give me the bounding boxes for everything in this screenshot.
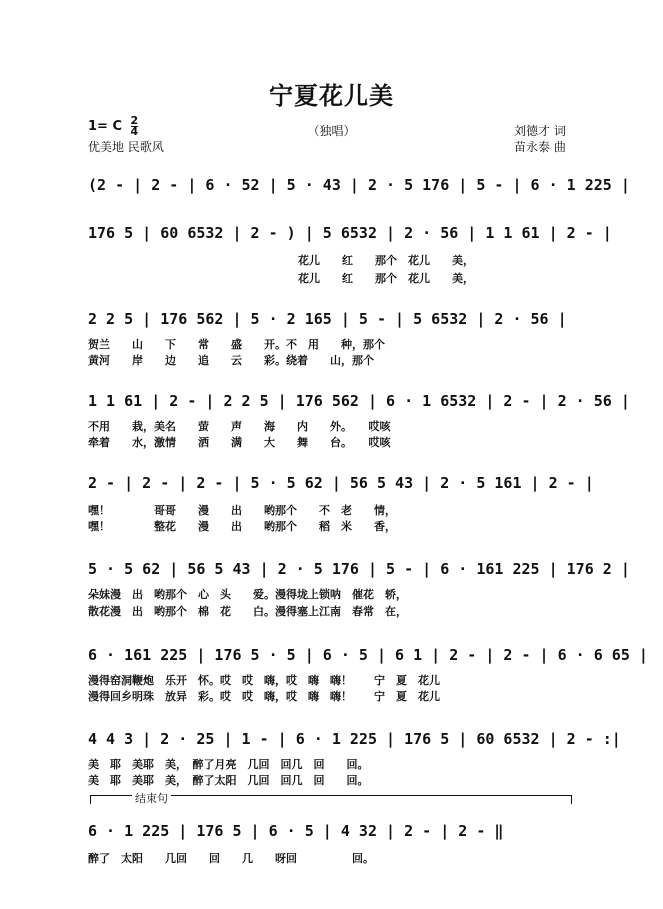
lyric-row-4-verse-2: 牵着 水，激情 洒 满 大 舞 台。 哎咳	[88, 436, 391, 449]
lyric-row-2-verse-2: 花儿 红 那个 花儿 美，	[298, 272, 474, 285]
lyric-row-4-verse-1: 不用 栽，美名 萤 声 海 内 外。 哎咳	[88, 420, 391, 433]
subtitle: （独唱）	[307, 124, 356, 138]
lyric-row-9-verse-1: 醉了 太阳 几回 回 几 呀回 回。	[88, 852, 374, 865]
notation-row-4: 1 1 61 | 2 - | 2 2 5 | 176 562 | 6 · 1 6532 | 2 - | 2 · 56 |	[88, 392, 630, 410]
notation-row-6: 5 · 5 62 | 56 5 43 | 2 · 5 176 | 5 - | 6 · 161 225 | 176 2 |	[88, 560, 630, 578]
lyric-row-8-verse-1: 美 耶 美耶 美， 醉了月亮 几回 回几 回 回。	[88, 758, 369, 771]
notation-row-1: (2 - | 2 - | 6 · 52 | 5 · 43 | 2 · 5 176 | 5 - | 6 · 1 225 |	[88, 176, 630, 194]
lyric-row-6-verse-1: 朵妹漫 出 哟那个 心 头 爱。漫得垅上锁呐 催花 轿，	[88, 588, 407, 601]
notation-row-8: 4 4 3 | 2 · 25 | 1 - | 6 · 1 225 | 176 5 | 60 6532 | 2 - :|	[88, 730, 621, 748]
lyric-row-2-verse-1: 花儿 红 那个 花儿 美，	[298, 254, 474, 267]
lyric-row-7-verse-2: 漫得回乡明珠 放异 彩。哎 哎 嗨，哎 嗨 嗨！ 宁 夏 花儿	[88, 690, 440, 703]
lyric-row-7-verse-1: 漫得窑洞鞭炮 乐开 怀。哎 哎 嗨，哎 嗨 嗨！ 宁 夏 花儿	[88, 674, 440, 687]
page-title: 宁夏花儿美	[269, 82, 394, 110]
performance-style: 优美地 民歌风	[88, 140, 164, 154]
lyricist-credit: 刘德才 词	[514, 124, 566, 138]
notation-row-7: 6 · 161 225 | 176 5 · 5 | 6 · 5 | 6 1 | 2 - | 2 - | 6 · 6 65 |	[88, 646, 648, 664]
notation-row-3: 2 2 5 | 176 562 | 5 · 2 165 | 5 - | 5 6532 | 2 · 56 |	[88, 310, 567, 328]
time-top: 2	[130, 114, 139, 127]
time-bottom: 4	[130, 125, 139, 138]
key-signature	[88, 116, 138, 137]
lyric-row-8-verse-2: 美 耶 美耶 美， 醉了太阳 几回 回几 回 回。	[88, 774, 369, 787]
lyric-row-5-verse-2: 嘿！ 整花 漫 出 哟那个 稻 米 香，	[88, 520, 396, 533]
key-label: 1= C	[88, 119, 123, 134]
notation-row-2: 176 5 | 60 6532 | 2 - ) | 5 6532 | 2 · 56 | 1 1 61 | 2 - |	[88, 224, 612, 242]
time-signature	[131, 116, 139, 137]
notation-row-9: 6 · 1 225 | 176 5 | 6 · 5 | 4 32 | 2 - | 2 - ‖	[88, 822, 504, 840]
composer-credit: 苗永泰 曲	[514, 140, 566, 154]
lyric-row-3-verse-2: 黄河 岸 边 追 云 彩。绕着 山，那个	[88, 354, 374, 367]
lyric-row-3-verse-1: 贺兰 山 下 常 盛 开。不 用 种，那个	[88, 338, 385, 351]
notation-row-5: 2 - | 2 - | 2 - | 5 · 5 62 | 56 5 43 | 2 · 5 161 | 2 - |	[88, 474, 594, 492]
lyric-row-6-verse-2: 散花漫 出 哟那个 棉 花 白。漫得塞上江南 春常 在，	[88, 605, 407, 618]
lyric-row-5-verse-1: 嘿！ 哥哥 漫 出 哟那个 不 老 情，	[88, 504, 396, 517]
ending-label: 结束句	[132, 790, 171, 806]
